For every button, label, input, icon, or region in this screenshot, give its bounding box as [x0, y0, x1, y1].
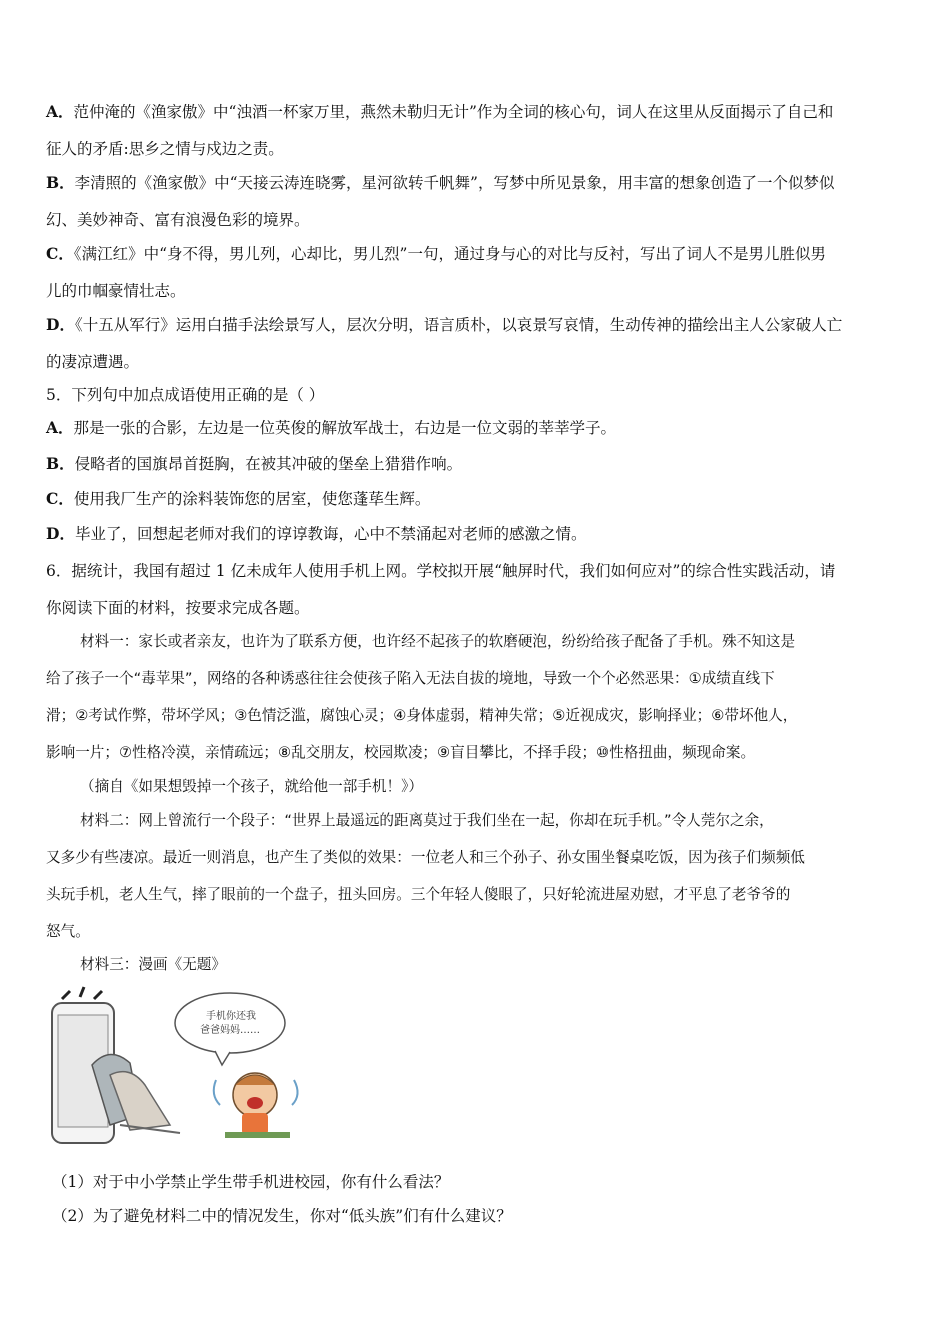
- material-two-line2: 又多少有些凄凉。最近一则消息，也产生了类似的效果：一位老人和三个孙子、孙女围坐餐桌吃饭，因为孩子们频频低: [46, 849, 805, 866]
- q4-option-c-line2: 儿的巾帼豪情壮志。: [46, 282, 186, 300]
- material-two-line3: 头玩手机，老人生气，摔了眼前的一个盘子，扭头回房。三个年轻人傻眼了，只好轮流进屋劝慰，才平息了老爷爷的: [46, 886, 791, 903]
- q4-option-a-line1: A．范仲淹的《渔家傲》中“浊酒一杯家万里，燕然未勒归无计”作为全词的核心句，词人在这里从反面揭示了自己和: [46, 102, 834, 121]
- material-two-line1: 材料二：网上曾流行一个段子：“世界上最遥远的距离莫过于我们坐在一起，你却在玩手机。”令人莞尔之余，: [80, 812, 774, 829]
- q6-stem-line2: 你阅读下面的材料，按要求完成各题。: [46, 599, 310, 617]
- material-two-line4: 怒气。: [46, 923, 90, 940]
- material-three-title: 材料三：漫画《无题》: [80, 956, 226, 973]
- q4-option-d-line2: 的凄凉遭遇。: [46, 353, 140, 371]
- material-one-line3: 滑；②考试作弊，带坏学风；③色情泛滥，腐蚀心灵；④身体虚弱，精神失常；⑤近视成灾，影响择业；⑥带坏他人，: [46, 707, 798, 724]
- q5-stem: 5．下列句中加点成语使用正确的是（ ）: [46, 386, 325, 404]
- q5-option-a: A．那是一张的合影，左边是一位英俊的解放军战士，右边是一位文弱的莘莘学子。: [46, 418, 617, 437]
- material-one-source: （摘自《如果想毁掉一个孩子，就给他一部手机！》）: [80, 778, 423, 795]
- q4-option-c-line1: C．《满江红》中“身不得，男儿列，心却比，男儿烈”一句，通过身与心的对比与反衬，写出了词人不是男儿胜似男: [46, 244, 826, 263]
- q6-stem-line1: 6．据统计，我国有超过 1 亿未成年人使用手机上网。学校拟开展“触屏时代，我们如何应对”的综合性实践活动，请: [46, 562, 836, 580]
- q4-option-b-line1: B．李清照的《渔家傲》中“天接云涛连晓雾，星河欲转千帆舞”，写梦中所见景象，用丰富的想象创造了一个似梦似: [46, 173, 835, 192]
- q4-option-b-line2: 幻、美妙神奇、富有浪漫色彩的境界。: [46, 211, 310, 229]
- q5-option-b: B．侵略者的国旗昂首挺胸，在被其冲破的堡垒上猎猎作响。: [46, 454, 463, 473]
- material-one-line2: 给了孩子一个“毒苹果”，网络的各种诱惑往往会使孩子陷入无法自拔的境地，导致一个个必然恶果：①成绩直线下: [46, 670, 775, 687]
- bubble-line2: 爸爸妈妈……: [200, 1025, 260, 1036]
- material-one-line1: 材料一：家长或者亲友，也许为了联系方便，也许经不起孩子的软磨硬泡，纷纷给孩子配备了手机。殊不知这是: [80, 633, 796, 650]
- q5-option-c: C．使用我厂生产的涂料装饰您的居室，使您蓬荜生辉。: [46, 489, 431, 508]
- q4-option-a-line2: 征人的矛盾:思乡之情与戍边之责。: [46, 140, 284, 158]
- bubble-line1: 手机你还我: [206, 1011, 256, 1022]
- sub-question-2: （2）为了避免材料二中的情况发生，你对“低头族”们有什么建议？: [52, 1207, 512, 1225]
- sub-question-1: （1）对于中小学禁止学生带手机进校园，你有什么看法？: [52, 1173, 450, 1191]
- cartoon-illustration: [40, 985, 340, 1150]
- q5-option-d: D．毕业了，回想起老师对我们的谆谆教诲，心中不禁涌起对老师的感激之情。: [46, 524, 587, 543]
- q4-option-d-line1: D．《十五从军行》运用白描手法绘景写人，层次分明，语言质朴，以哀景写哀情，生动传神的描绘出主人公家破人亡: [46, 315, 843, 334]
- material-one-line4: 影响一片；⑦性格冷漠，亲情疏远；⑧乱交朋友，校园欺凌；⑨盲目攀比，不择手段；⑩性格扭曲，频现命案。: [46, 744, 756, 761]
